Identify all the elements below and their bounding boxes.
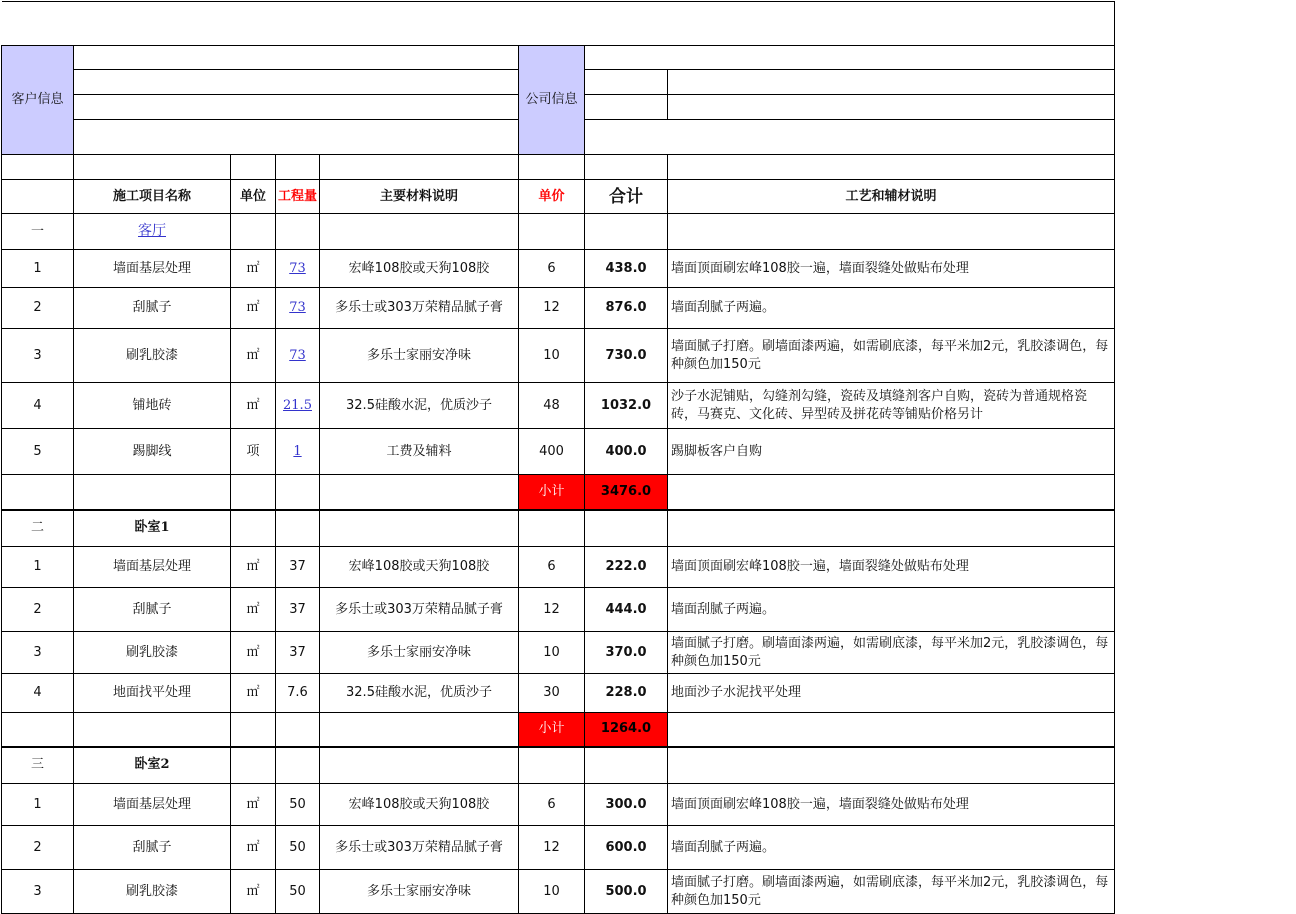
item-price: 10 xyxy=(519,329,585,383)
table-row xyxy=(2,547,1115,588)
item-material: 32.5硅酸水泥，优质沙子 xyxy=(320,674,519,713)
item-total: 876.0 xyxy=(585,288,668,329)
row-number: 1 xyxy=(2,784,74,826)
item-note: 墙面腻子打磨。刷墙面漆两遍，如需刷底漆，每平米加2元，乳胶漆调色，每种颜色加150元 xyxy=(668,329,1115,383)
item-material: 多乐士或303万荣精品腻子膏 xyxy=(320,588,519,632)
qty-cell[interactable] xyxy=(276,288,320,329)
qty-cell[interactable] xyxy=(276,429,320,475)
section-number: 一 xyxy=(2,214,74,250)
header-index xyxy=(2,180,74,214)
qty-cell[interactable] xyxy=(276,329,320,383)
item-material: 宏峰108胶或天狗108胶 xyxy=(320,250,519,288)
header-total: 合计 xyxy=(585,180,668,214)
item-price: 12 xyxy=(519,288,585,329)
item-total: 600.0 xyxy=(585,826,668,870)
item-unit: ㎡ xyxy=(231,826,276,870)
item-price: 400 xyxy=(519,429,585,475)
company-field-4[interactable] xyxy=(585,120,1115,155)
item-price: 6 xyxy=(519,547,585,588)
section-title-text[interactable]: 客厅 xyxy=(138,223,166,239)
item-material: 多乐士或303万荣精品腻子膏 xyxy=(320,288,519,329)
item-name: 墙面基层处理 xyxy=(74,547,231,588)
item-material: 多乐士或303万荣精品腻子膏 xyxy=(320,826,519,870)
row-number: 5 xyxy=(2,429,74,475)
customer-field-2[interactable] xyxy=(74,70,519,95)
item-note: 踢脚板客户自购 xyxy=(668,429,1115,475)
qty-link[interactable]: 73 xyxy=(289,347,306,363)
company-field-3[interactable] xyxy=(668,95,1115,120)
item-total: 730.0 xyxy=(585,329,668,383)
title-row xyxy=(2,2,1115,46)
item-total: 300.0 xyxy=(585,784,668,826)
item-material: 工费及辅料 xyxy=(320,429,519,475)
customer-field-4[interactable] xyxy=(74,120,519,155)
item-unit: ㎡ xyxy=(231,784,276,826)
subtotal-value: 3476.0 xyxy=(585,475,668,510)
item-note: 墙面刮腻子两遍。 xyxy=(668,826,1115,870)
item-price: 6 xyxy=(519,784,585,826)
item-note: 墙面顶面刷宏峰108胶一遍，墙面裂缝处做贴布处理 xyxy=(668,250,1115,288)
customer-field-1[interactable] xyxy=(74,46,519,70)
item-total: 228.0 xyxy=(585,674,668,713)
table-row xyxy=(2,288,1115,329)
item-total: 222.0 xyxy=(585,547,668,588)
item-price: 30 xyxy=(519,674,585,713)
row-number: 4 xyxy=(2,674,74,713)
section-row xyxy=(2,214,1115,250)
item-name: 铺地砖 xyxy=(74,383,231,429)
header-row xyxy=(2,180,1115,214)
item-name: 墙面基层处理 xyxy=(74,784,231,826)
row-number: 3 xyxy=(2,632,74,674)
qty-cell: 37 xyxy=(276,632,320,674)
table-row xyxy=(2,383,1115,429)
qty-cell[interactable] xyxy=(276,383,320,429)
subtotal-value: 1264.0 xyxy=(585,713,668,747)
row-number: 2 xyxy=(2,588,74,632)
qty-cell: 50 xyxy=(276,826,320,870)
item-note: 墙面腻子打磨。刷墙面漆两遍，如需刷底漆，每平米加2元，乳胶漆调色，每种颜色加150元 xyxy=(668,632,1115,674)
item-note: 地面沙子水泥找平处理 xyxy=(668,674,1115,713)
row-number: 4 xyxy=(2,383,74,429)
item-total: 1032.0 xyxy=(585,383,668,429)
info-row-1 xyxy=(2,46,1115,70)
table-row xyxy=(2,870,1115,914)
qty-link[interactable]: 21.5 xyxy=(283,397,312,413)
item-material: 宏峰108胶或天狗108胶 xyxy=(320,784,519,826)
header-price: 单价 xyxy=(519,180,585,214)
qty-cell: 50 xyxy=(276,784,320,826)
header-material: 主要材料说明 xyxy=(320,180,519,214)
item-note: 墙面顶面刷宏峰108胶一遍，墙面裂缝处做贴布处理 xyxy=(668,547,1115,588)
section-title xyxy=(74,747,231,784)
row-number: 2 xyxy=(2,826,74,870)
row-number: 3 xyxy=(2,329,74,383)
item-price: 10 xyxy=(519,632,585,674)
company-field-2[interactable] xyxy=(668,70,1115,95)
section-number: 二 xyxy=(2,510,74,547)
item-total: 370.0 xyxy=(585,632,668,674)
item-unit: 项 xyxy=(231,429,276,475)
item-material: 多乐士家丽安净味 xyxy=(320,870,519,914)
item-total: 500.0 xyxy=(585,870,668,914)
title-cell xyxy=(2,2,1115,46)
subtotal-row xyxy=(2,475,1115,510)
subtotal-label: 小计 xyxy=(519,713,585,747)
qty-link[interactable]: 1 xyxy=(293,443,302,459)
company-key-2[interactable] xyxy=(585,70,668,95)
header-qty: 工程量 xyxy=(276,180,320,214)
table-row xyxy=(2,674,1115,713)
item-note: 墙面顶面刷宏峰108胶一遍，墙面裂缝处做贴布处理 xyxy=(668,784,1115,826)
item-price: 12 xyxy=(519,826,585,870)
item-unit: ㎡ xyxy=(231,870,276,914)
qty-link[interactable]: 73 xyxy=(289,300,306,315)
item-unit: ㎡ xyxy=(231,674,276,713)
table-row xyxy=(2,329,1115,383)
table-row xyxy=(2,632,1115,674)
qty-cell: 37 xyxy=(276,588,320,632)
qty-cell: 37 xyxy=(276,547,320,588)
item-unit: ㎡ xyxy=(231,632,276,674)
table-row xyxy=(2,826,1115,870)
table-row xyxy=(2,429,1115,475)
item-material: 宏峰108胶或天狗108胶 xyxy=(320,547,519,588)
item-unit: ㎡ xyxy=(231,288,276,329)
header-unit: 单位 xyxy=(231,180,276,214)
section-row xyxy=(2,747,1115,784)
item-price: 6 xyxy=(519,250,585,288)
qty-link[interactable]: 73 xyxy=(289,260,306,276)
item-unit: ㎡ xyxy=(231,329,276,383)
item-material: 多乐士家丽安净味 xyxy=(320,632,519,674)
company-field-1[interactable] xyxy=(585,46,1115,70)
item-name: 刮腻子 xyxy=(74,588,231,632)
item-note: 墙面刮腻子两遍。 xyxy=(668,288,1115,329)
customer-field-3[interactable] xyxy=(74,95,519,120)
section-title[interactable] xyxy=(74,214,231,250)
item-material: 多乐士家丽安净味 xyxy=(320,329,519,383)
row-number: 1 xyxy=(2,547,74,588)
item-unit: ㎡ xyxy=(231,547,276,588)
item-total: 400.0 xyxy=(585,429,668,475)
section-number: 三 xyxy=(2,747,74,784)
company-key-3[interactable] xyxy=(585,95,668,120)
item-name: 踢脚线 xyxy=(74,429,231,475)
item-name: 地面找平处理 xyxy=(74,674,231,713)
header-note: 工艺和辅材说明 xyxy=(668,180,1115,214)
item-note: 墙面腻子打磨。刷墙面漆两遍，如需刷底漆，每平米加2元，乳胶漆调色，每种颜色加150元 xyxy=(668,870,1115,914)
item-note: 沙子水泥铺贴，勾缝剂勾缝，瓷砖及填缝剂客户自购，瓷砖为普通规格瓷砖，马赛克、文化砖、异型砖及拼花砖等铺贴价格另计 xyxy=(668,383,1115,429)
item-name: 刮腻子 xyxy=(74,826,231,870)
item-note: 墙面刮腻子两遍。 xyxy=(668,588,1115,632)
item-name: 刮腻子 xyxy=(74,288,231,329)
qty-cell: 50 xyxy=(276,870,320,914)
item-name: 墙面基层处理 xyxy=(74,250,231,288)
qty-cell[interactable] xyxy=(276,250,320,288)
table-row xyxy=(2,784,1115,826)
qty-cell: 7.6 xyxy=(276,674,320,713)
subtotal-label: 小计 xyxy=(519,475,585,510)
row-number: 3 xyxy=(2,870,74,914)
item-total: 444.0 xyxy=(585,588,668,632)
item-unit: ㎡ xyxy=(231,383,276,429)
item-price: 12 xyxy=(519,588,585,632)
item-name: 刷乳胶漆 xyxy=(74,329,231,383)
table-row xyxy=(2,250,1115,288)
item-unit: ㎡ xyxy=(231,588,276,632)
header-name: 施工项目名称 xyxy=(74,180,231,214)
section-title-text: 卧室2 xyxy=(134,757,170,773)
item-name: 刷乳胶漆 xyxy=(74,632,231,674)
blank-row xyxy=(2,155,1115,180)
item-unit: ㎡ xyxy=(231,250,276,288)
row-number: 2 xyxy=(2,288,74,329)
subtotal-row xyxy=(2,713,1115,747)
item-price: 10 xyxy=(519,870,585,914)
section-title xyxy=(74,510,231,547)
quote-sheet xyxy=(1,1,1115,914)
item-total: 438.0 xyxy=(585,250,668,288)
item-price: 48 xyxy=(519,383,585,429)
row-number: 1 xyxy=(2,250,74,288)
section-title-text: 卧室1 xyxy=(134,520,170,536)
table-row xyxy=(2,588,1115,632)
item-material: 32.5硅酸水泥，优质沙子 xyxy=(320,383,519,429)
company-info-label: 公司信息 xyxy=(519,46,585,155)
customer-info-label: 客户信息 xyxy=(2,46,74,155)
section-row xyxy=(2,510,1115,547)
item-name: 刷乳胶漆 xyxy=(74,870,231,914)
